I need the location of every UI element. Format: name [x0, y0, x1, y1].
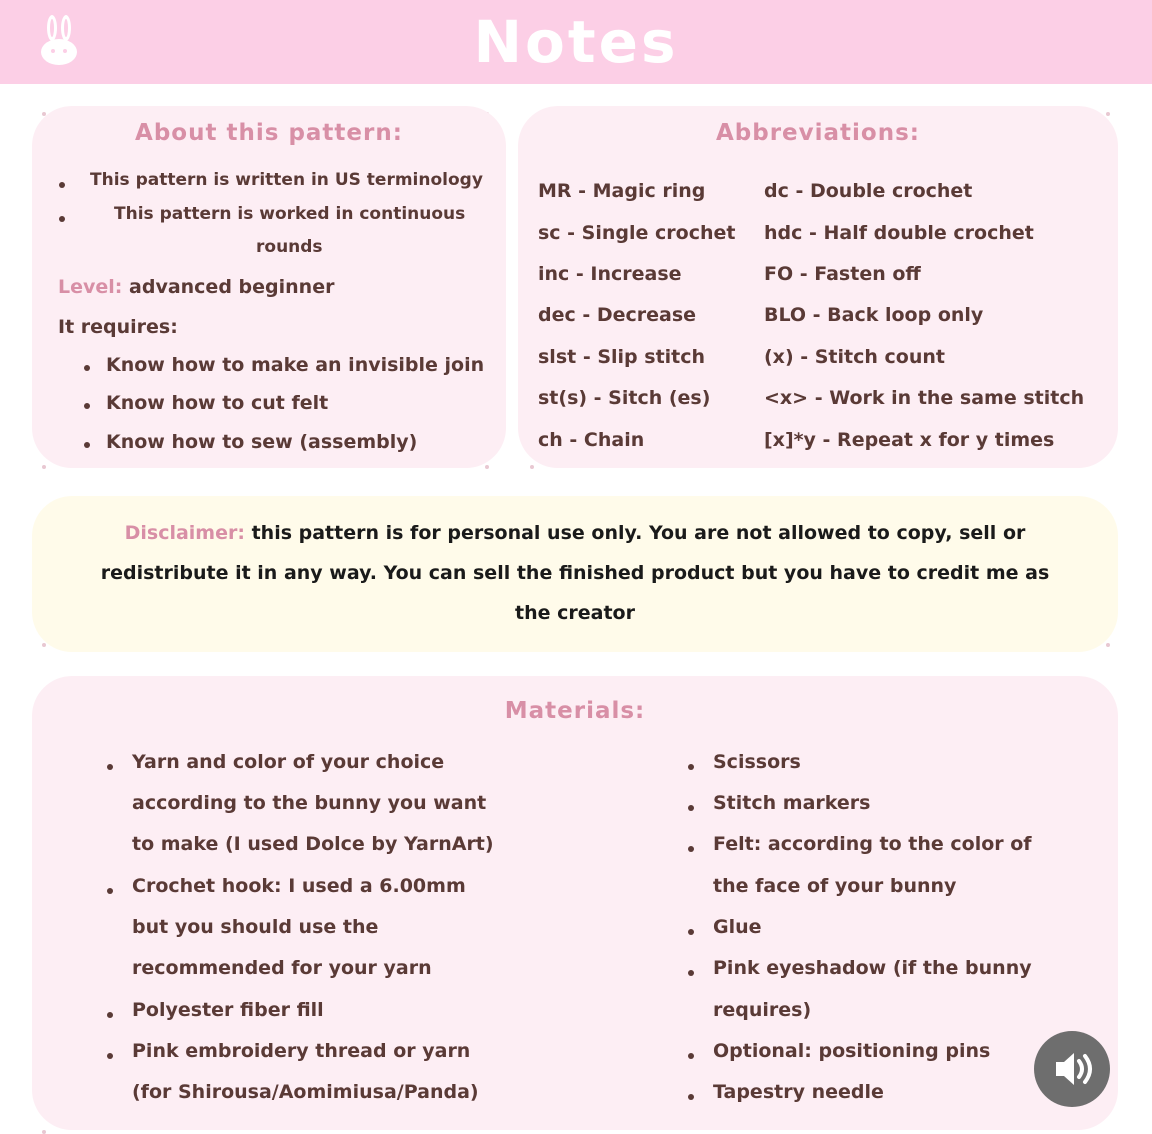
- disclaimer-card: [32, 496, 1118, 652]
- speaker-icon: [1034, 1031, 1110, 1107]
- bullet: [688, 1053, 694, 1059]
- abbr-item: <x> - Work in the same stitch: [764, 387, 1085, 409]
- decor-dot: [1106, 112, 1110, 116]
- decor-dot: [42, 643, 46, 647]
- decor-dot: [1106, 643, 1110, 647]
- bullet: [107, 1053, 113, 1059]
- page-title: Notes: [473, 8, 679, 76]
- abbr-item: ch - Chain: [538, 429, 645, 451]
- bullet: [107, 888, 113, 894]
- requires-label: It requires:: [58, 316, 178, 338]
- abbreviations-card: [518, 106, 1118, 468]
- requires-item: Know how to cut felt: [106, 392, 329, 414]
- bullet: [84, 442, 90, 448]
- bullet: [688, 846, 694, 852]
- bullet: [107, 764, 113, 770]
- abbr-item: BLO - Back loop only: [764, 304, 984, 326]
- bullet: [107, 1012, 113, 1018]
- bullet: [688, 970, 694, 976]
- disclaimer-text: this pattern is for personal use only. You are not allowed to copy, sell or: [251, 522, 1026, 544]
- abbr-item: MR - Magic ring: [538, 180, 706, 202]
- decor-dot: [42, 1130, 46, 1134]
- about-card: [32, 106, 506, 468]
- material-item: Tapestry needle: [713, 1081, 884, 1103]
- bullet: [84, 365, 90, 371]
- materials-title: Materials:: [504, 698, 646, 724]
- level-line: [58, 276, 334, 298]
- material-item: Pink embroidery thread or yarn: [132, 1040, 471, 1062]
- decor-dot: [42, 465, 46, 469]
- abbr-item: (x) - Stitch count: [764, 346, 945, 368]
- bullet: [688, 1094, 694, 1100]
- abbr-item: [x]*y - Repeat x for y times: [764, 429, 1055, 451]
- disclaimer-line: the creator: [515, 602, 635, 624]
- about-bullet: This pattern is worked in continuous: [114, 204, 466, 224]
- abbr-item: FO - Fasten off: [764, 263, 921, 285]
- bullet: [688, 805, 694, 811]
- abbreviations-title: Abbreviations:: [715, 120, 920, 146]
- decor-dot: [530, 465, 534, 469]
- material-item: Stitch markers: [713, 792, 871, 814]
- material-item: according to the bunny you want: [132, 792, 487, 814]
- material-item: requires): [713, 999, 812, 1021]
- abbr-item: hdc - Half double crochet: [764, 222, 1034, 244]
- material-item: Polyester fiber fill: [132, 999, 324, 1021]
- level-label: Level:: [58, 276, 123, 298]
- requires-item: Know how to make an invisible join: [106, 354, 485, 376]
- header-banner: [0, 0, 1152, 84]
- material-item: Glue: [713, 916, 762, 938]
- bullet: [688, 929, 694, 935]
- about-title: About this pattern:: [135, 120, 403, 146]
- material-item: to make (I used Dolce by YarnArt): [132, 833, 494, 855]
- disclaimer-line: [32, 522, 1118, 544]
- material-item: Pink eyeshadow (if the bunny: [713, 957, 1032, 979]
- abbr-item: dc - Double crochet: [764, 180, 973, 202]
- abbr-item: inc - Increase: [538, 263, 682, 285]
- decor-dot: [485, 465, 489, 469]
- bullet: [688, 764, 694, 770]
- material-item: Scissors: [713, 751, 801, 773]
- material-item: (for Shirousa/Aomimiusa/Panda): [132, 1081, 479, 1103]
- sound-toggle-button[interactable]: [1034, 1031, 1110, 1107]
- material-item: the face of your bunny: [713, 875, 957, 897]
- disclaimer-label: Disclaimer:: [124, 522, 245, 544]
- abbr-item: slst - Slip stitch: [538, 346, 706, 368]
- requires-item: Know how to sew (assembly): [106, 431, 418, 453]
- abbr-item: sc - Single crochet: [538, 222, 736, 244]
- material-item: Yarn and color of your choice: [132, 751, 445, 773]
- disclaimer-line: redistribute it in any way. You can sell the finished product but you have to credit me as: [100, 562, 1050, 584]
- material-item: recommended for your yarn: [132, 957, 432, 979]
- bullet: [59, 216, 65, 222]
- material-item: Crochet hook: I used a 6.00mm: [132, 875, 466, 897]
- level-value: advanced beginner: [129, 276, 335, 298]
- abbr-item: dec - Decrease: [538, 304, 697, 326]
- abbr-item: st(s) - Sitch (es): [538, 387, 711, 409]
- material-item: Felt: according to the color of: [713, 833, 1032, 855]
- material-item: but you should use the: [132, 916, 379, 938]
- bullet: [59, 182, 65, 188]
- about-bullet-cont: rounds: [256, 237, 323, 257]
- about-bullet: This pattern is written in US terminology: [90, 170, 483, 190]
- material-item: Optional: positioning pins: [713, 1040, 991, 1062]
- bullet: [84, 403, 90, 409]
- materials-card: [32, 676, 1118, 1130]
